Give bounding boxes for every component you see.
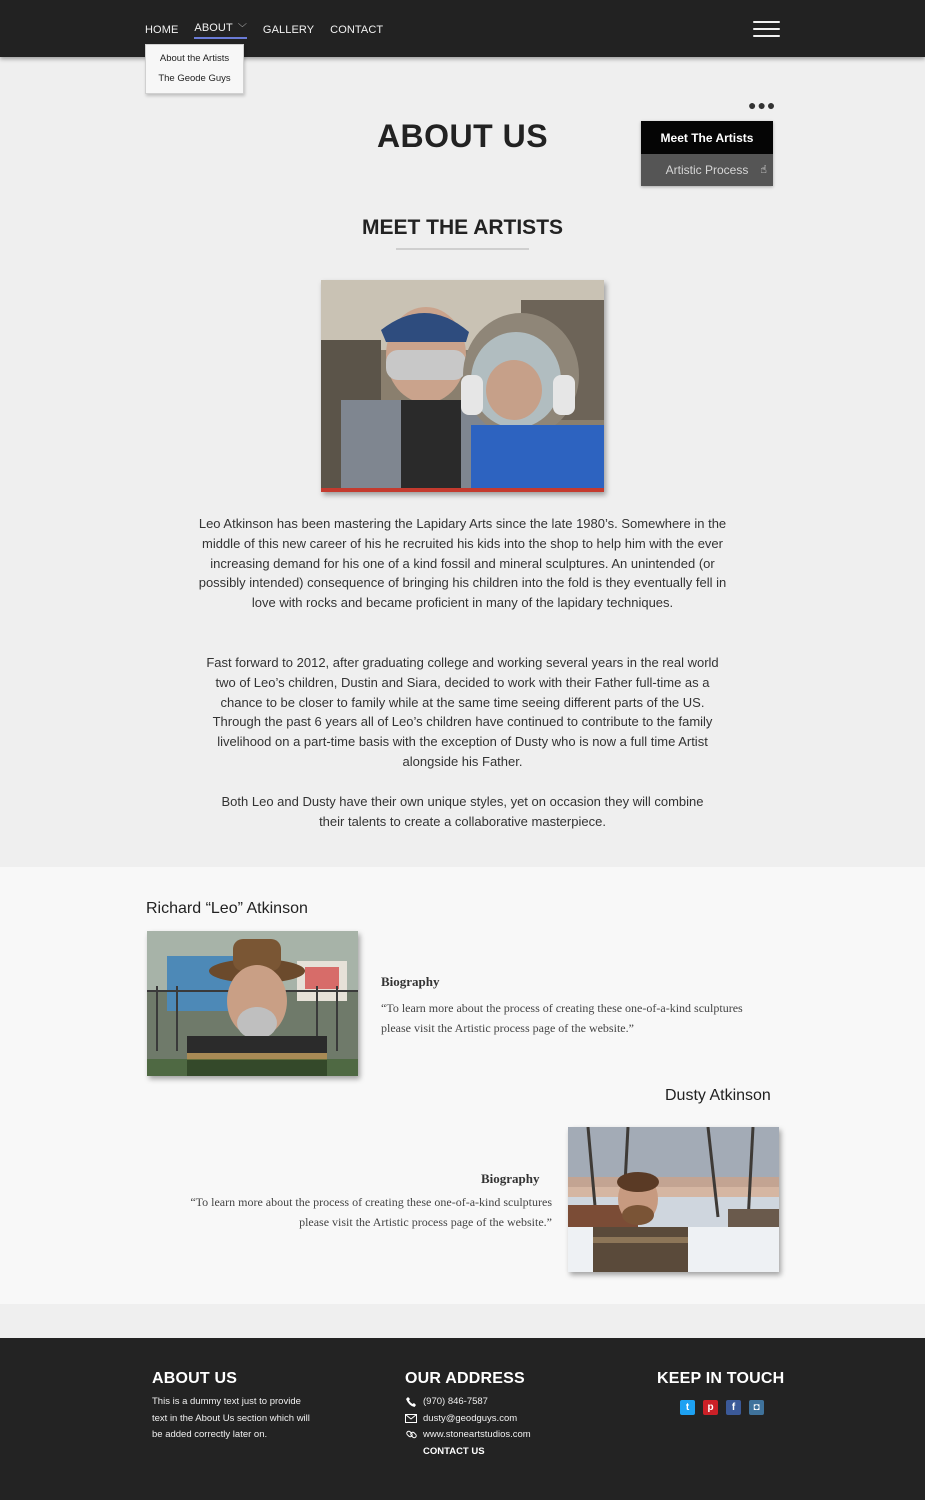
intro-paragraph-1: Leo Atkinson has been mastering the Lapidary Arts since the late 1980’s. Somewhere in the middle of this new career of his he recruited his kids into the shop to help him with the ever increasing demand for his one of a kind fossil and mineral sculptures. An unintended (or possibly intended) consequence of bringing his children into the fold is they eventually fell in love with rocks and became proficient in many of the lapidary techniques. bbox=[198, 516, 727, 611]
phone-icon bbox=[405, 1397, 417, 1407]
dropdown-item-the-geode-guys[interactable]: The Geode Guys bbox=[158, 73, 231, 84]
artist-name-dusty: Dusty Atkinson bbox=[665, 1087, 771, 1104]
page-title: ABOUT US bbox=[376, 118, 549, 154]
nav-home[interactable]: HOME bbox=[145, 24, 179, 36]
dusty-bio-text: “To learn more about the process of creating these one-of-a-kind sculptures please visit the Artistic process page of the website.” bbox=[190, 1195, 552, 1229]
leo-bio-text: “To learn more about the process of creating these one-of-a-kind sculptures please visit the Artistic process page of the website.” bbox=[381, 1001, 743, 1035]
footer-address-title: OUR ADDRESS bbox=[405, 1370, 525, 1387]
artists-section bbox=[0, 867, 925, 1304]
section-divider bbox=[396, 248, 529, 250]
footer-about-title: ABOUT US bbox=[152, 1370, 238, 1387]
envelope-icon bbox=[405, 1414, 417, 1423]
footer-phone[interactable] bbox=[405, 1396, 488, 1407]
twitter-icon[interactable]: t bbox=[680, 1400, 695, 1415]
leo-bio-title: Biography bbox=[381, 974, 440, 989]
about-dropdown-menu bbox=[145, 44, 244, 94]
footer-contact-us-link[interactable]: CONTACT US bbox=[423, 1446, 485, 1457]
footer-website[interactable] bbox=[405, 1429, 531, 1440]
facebook-icon[interactable]: f bbox=[726, 1400, 741, 1415]
footer-email[interactable] bbox=[405, 1413, 517, 1424]
side-menu-meet-the-artists[interactable]: Meet The Artists bbox=[641, 121, 773, 154]
main-nav bbox=[145, 21, 399, 39]
footer-email-text: dusty@geodguys.com bbox=[423, 1413, 518, 1424]
footer-phone-text: (970) 846-7587 bbox=[423, 1396, 488, 1407]
dusty-bio-title: Biography bbox=[481, 1171, 540, 1186]
pinterest-icon[interactable]: p bbox=[703, 1400, 718, 1415]
artists-hero-photo bbox=[321, 280, 604, 492]
artist-name-leo: Richard “Leo” Atkinson bbox=[146, 900, 308, 917]
dusty-portrait-photo bbox=[568, 1127, 779, 1272]
nav-about-label: ABOUT bbox=[194, 21, 233, 34]
leo-portrait-photo bbox=[147, 931, 358, 1076]
social-links bbox=[680, 1400, 772, 1415]
nav-about[interactable] bbox=[194, 21, 247, 39]
side-menu-artistic-process[interactable] bbox=[641, 154, 773, 186]
section-title: MEET THE ARTISTS bbox=[361, 216, 564, 239]
link-icon bbox=[405, 1429, 417, 1440]
footer-website-text: www.stoneartstudios.com bbox=[423, 1429, 531, 1440]
footer bbox=[0, 1338, 925, 1500]
side-menu-artistic-process-label: Artistic Process bbox=[665, 163, 749, 177]
hamburger-icon[interactable] bbox=[753, 21, 780, 37]
section-spacer bbox=[0, 1304, 925, 1338]
footer-keep-in-touch-title: KEEP IN TOUCH bbox=[657, 1370, 785, 1387]
more-dots-icon[interactable]: ●●● bbox=[748, 97, 777, 113]
instagram-icon[interactable]: ◘ bbox=[749, 1400, 764, 1415]
intro-paragraph-3: Both Leo and Dusty have their own unique styles, yet on occasion they will combine their talents to create a collaborative masterpiece. bbox=[221, 794, 704, 829]
nav-contact[interactable]: CONTACT bbox=[330, 24, 384, 36]
dropdown-item-about-the-artists[interactable]: About the Artists bbox=[159, 53, 230, 64]
pointer-cursor-icon: ☝ bbox=[760, 164, 767, 176]
intro-paragraph-2: Fast forward to 2012, after graduating college and working several years in the real world two of Leo’s children, Dustin and Siara, decided to work with their Father full-time as a chance to be closer to family while at the same time seeing different parts of the US. Through the past 6 years all of Leo’s children have continued to contribute to the family livelihood on a part-time basis with the exception of Dusty who is now a full time Artist alongside his Father. bbox=[206, 655, 719, 769]
footer-about-text: This is a dummy text just to provide text in the About Us section which will be added correctly later on. bbox=[152, 1396, 310, 1440]
section-side-menu bbox=[641, 121, 773, 186]
nav-gallery[interactable]: GALLERY bbox=[262, 24, 315, 36]
chevron-down-icon: ﹀ bbox=[237, 23, 247, 33]
top-navigation-bar bbox=[0, 0, 925, 57]
